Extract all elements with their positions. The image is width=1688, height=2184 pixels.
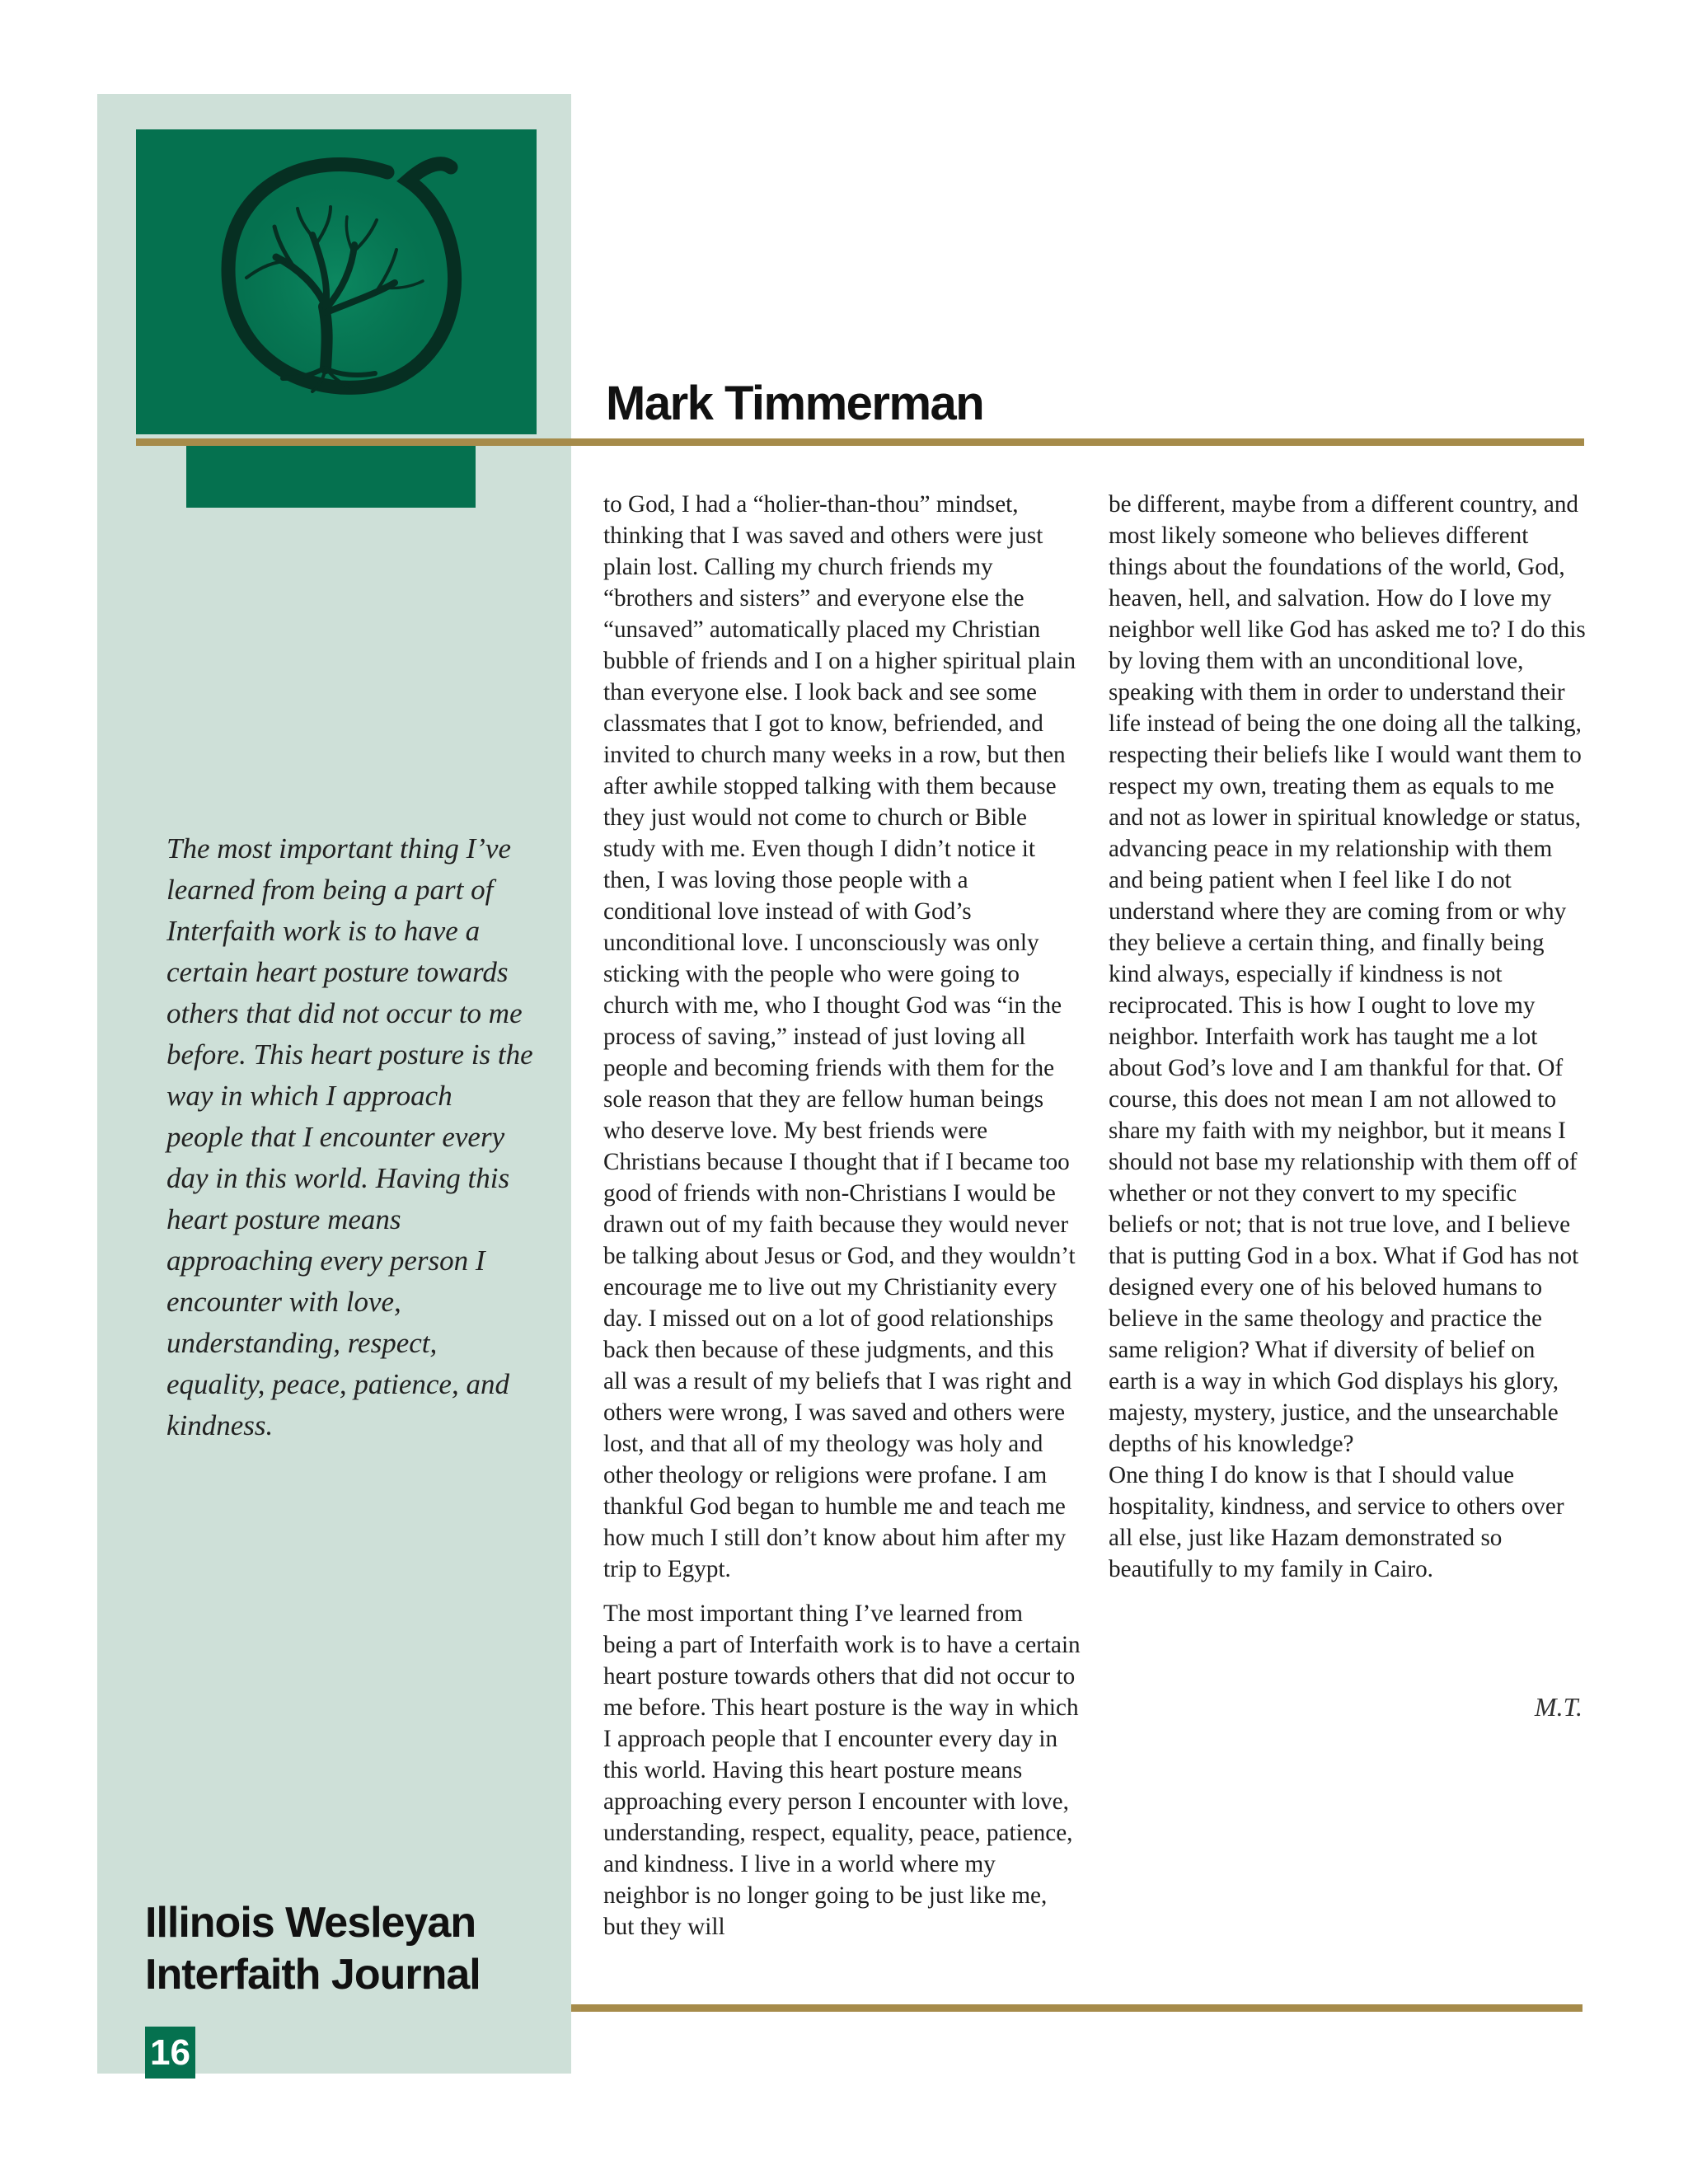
- tree-in-circle-icon: [136, 129, 537, 434]
- journal-logo: [136, 129, 537, 434]
- body-column-1: [603, 489, 1081, 1943]
- top-divider: [136, 438, 1584, 446]
- author-name: Mark Timmerman: [606, 377, 984, 430]
- body-paragraph: to God, I had a “holier-than-thou” mindset, thinking that I was saved and others were just plain lost. Calling my church friends my “brothers and sisters” and everyone else the “unsaved” automatically placed my Christian bubble of friends and I on a higher spiritual plain than everyone else. I look back and see some classmates that I got to know, befriended, and invited to church many weeks in a row, but then after awhile stopped talking with them because they just would not come to church or Bible study with me. Even though I didn’t notice it then, I was loving those people with a conditional love instead of with God’s unconditional love. I unconsciously was only sticking with the people who were going to church with me, who I thought God was “in the process of saving,” instead of just loving all people and becoming friends with them for the sole reason that they are fellow human beings who deserve love. My best friends were Christians because I thought that if I became too good of friends with non-Christians I would be drawn out of my faith because they would never be talking about Jesus or God, and they wouldn’t encourage me to live out my Christianity every day. I missed out on a lot of good relationships back then because of these judgments, and this all was a result of my beliefs that I was right and others were wrong, I was saved and others were lost, and that all of my theology was holy and other theology or religions were profane. I am thankful God began to humble me and teach me how much I still don’t know about him after my trip to Egypt.: [603, 491, 1076, 1582]
- journal-title-line-2: Interfaith Journal: [145, 1951, 481, 1999]
- body-paragraph: The most important thing I’ve learned from being a part of Interfaith work is to have a certain heart posture towards others that did not occur to me before. This heart posture is the way in which I approach people that I encounter every day in this world. Having this heart posture means approaching every person I encounter with love, understanding, respect, equality, peace, patience, and kindness. I live in a world where my neighbor is no longer going to be just like me, but they will: [603, 1601, 1081, 1940]
- logo-tab: [186, 445, 476, 508]
- bottom-divider: [571, 2004, 1582, 2012]
- page-number: 16: [145, 2027, 195, 2079]
- body-column-2: [1109, 489, 1587, 1585]
- journal-title-line-1: Illinois Wesleyan: [145, 1899, 476, 1947]
- author-signature: M.T.: [1534, 1692, 1582, 1722]
- pull-quote: The most important thing I’ve learned from being a part of Interfaith work is to have a certain heart posture towards others that did not occur to me before. This heart posture is the way in which I approach people that I encounter every day in this world. Having this heart posture means approaching every person I encounter with love, understanding, respect, equality, peace, patience, and kindness.: [166, 832, 533, 1441]
- body-paragraph: One thing I do know is that I should value hospitality, kindness, and service to others over all else, just like Hazam demonstrated so beautifully to my family in Cairo.: [1109, 1462, 1564, 1582]
- journal-title: [145, 1897, 557, 2001]
- body-paragraph: be different, maybe from a different country, and most likely someone who believes different things about the foundations of the world, God, heaven, hell, and salvation. How do I love my neighbor well like God has asked me to? I do this by loving them with an unconditional love, speaking with them in order to understand their life instead of being the one doing all the talking, respecting their beliefs like I would want them to respect my own, treating them as equals to me and not as lower in spiritual knowledge or status, advancing peace in my relationship with them and being patient when I feel like I do not understand where they are coming from or why they believe a certain thing, and finally being kind always, especially if kindness is not reciprocated. This is how I ought to love my neighbor. Interfaith work has taught me a lot about God’s love and I am thankful for that. Of course, this does not mean I am not allowed to share my faith with my neighbor, but it means I should not base my relationship with them off of whether or not they convert to my specific beliefs or not; that is not true love, and I believe that is putting God in a box. What if God has not designed every one of his beloved humans to believe in the same theology and practice the same religion? What if diversity of belief on earth is a way in which God displays his glory, majesty, mystery, justice, and the unsearchable depths of his knowledge?: [1109, 491, 1586, 1457]
